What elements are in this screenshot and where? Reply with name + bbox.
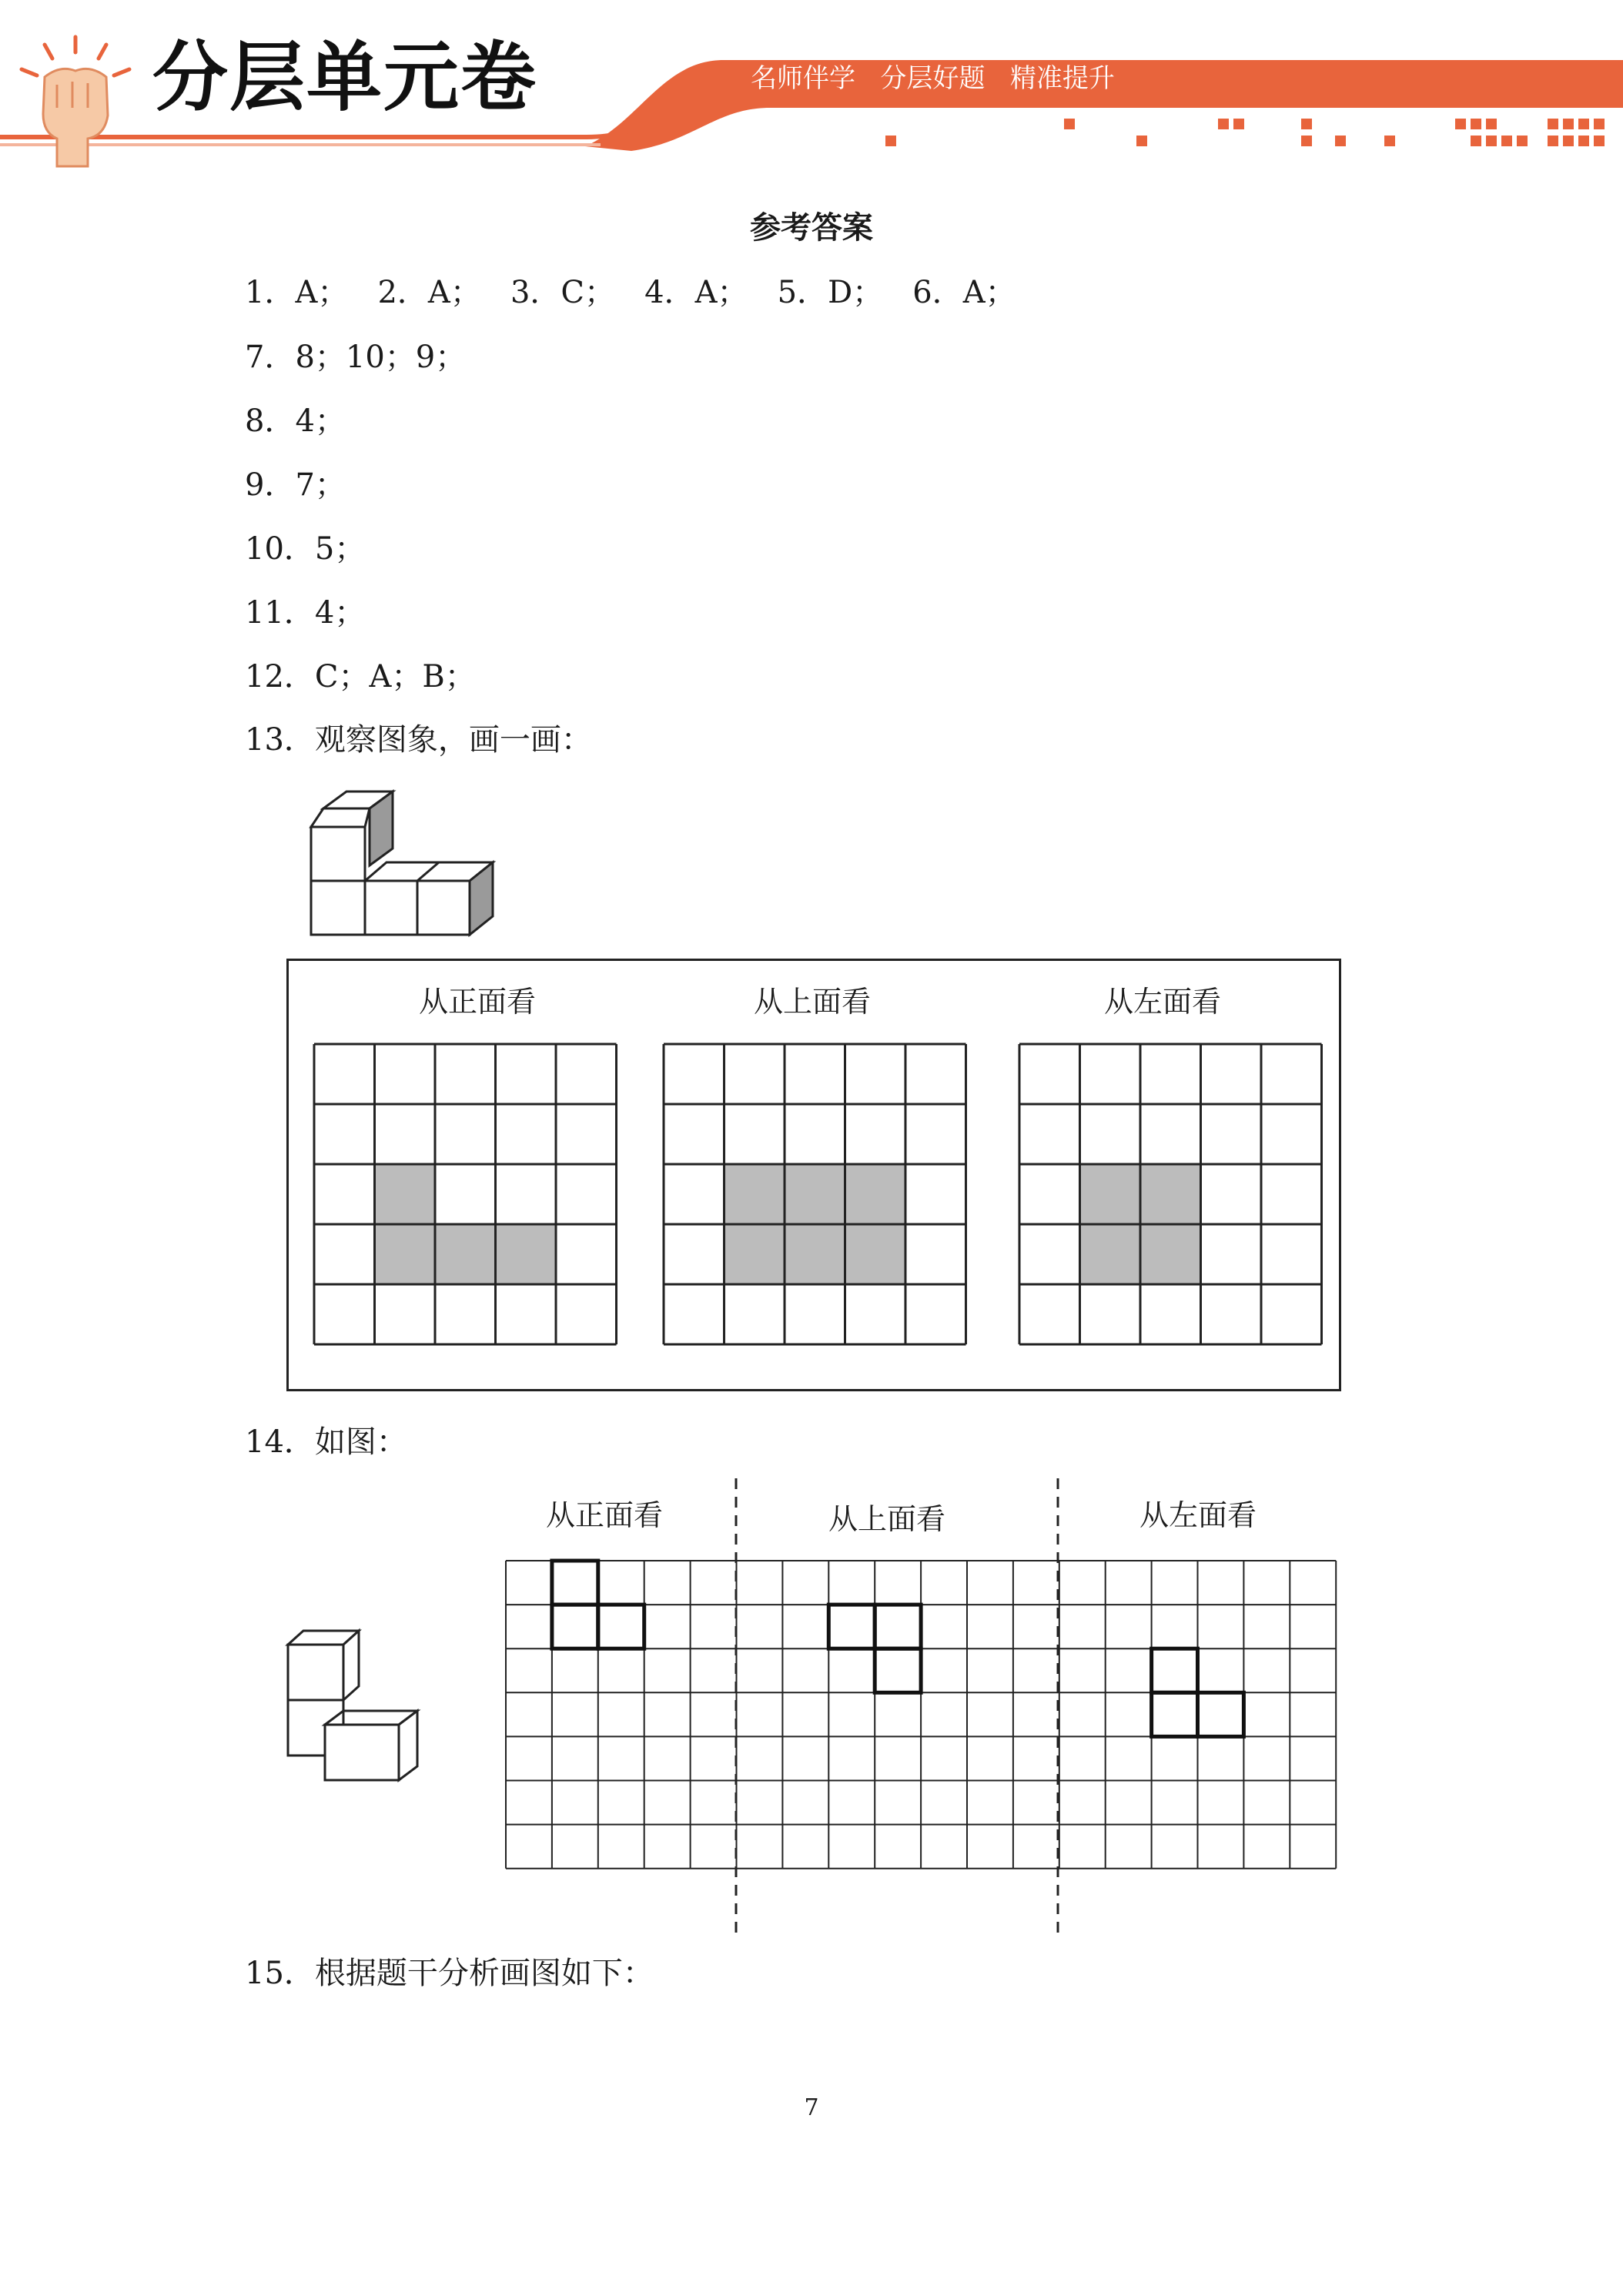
answer-line-2: 7．8；10；9；: [245, 340, 467, 375]
q14-front-answer: [552, 1561, 644, 1648]
q13-left-view-label: 从左面看: [1103, 985, 1221, 1019]
bold-cell: [552, 1561, 598, 1605]
q14-front-view-label: 从正面看: [545, 1498, 663, 1532]
bold-cell: [875, 1605, 921, 1648]
q14-top-answer: [828, 1605, 921, 1692]
header-slogan: 名师伴学 分层好题 精准提升: [751, 63, 1115, 94]
q14-top-view-label: 从上面看: [828, 1502, 945, 1536]
q14-left-view-label: 从左面看: [1139, 1498, 1257, 1532]
answer-line-9: 14．如图：: [245, 1424, 407, 1460]
bold-cell: [875, 1648, 921, 1692]
bold-cell: [828, 1605, 875, 1648]
bold-cell: [552, 1605, 598, 1648]
answer-line-5: 10．5；: [245, 531, 366, 567]
answer-line-3: 8．4；: [245, 403, 346, 439]
answer-line-4: 9．7；: [245, 467, 346, 503]
page-number: 7: [804, 2094, 819, 2121]
bold-cell: [1152, 1692, 1198, 1736]
answer-line-6: 11．4；: [245, 595, 366, 631]
bold-cell: [1152, 1648, 1198, 1692]
answer-line-10: 15．根据题干分析画图如下：: [245, 1956, 654, 1991]
answer-line-1: 1．A； 2．A； 3．C； 4．A； 5．D； 6．A；: [245, 275, 1016, 310]
bold-cell: [1198, 1692, 1244, 1736]
q14-left-answer: [1152, 1648, 1244, 1736]
bold-cell: [598, 1605, 644, 1648]
answer-title: 参考答案: [750, 209, 873, 246]
q13-top-view-label: 从上面看: [753, 985, 871, 1019]
q13-front-view-label: 从正面看: [418, 985, 536, 1019]
answer-line-7: 12．C；A；B；: [245, 659, 476, 694]
answer-line-8: 13．观察图象，画一画：: [245, 722, 592, 758]
brand-title: 分层单元卷: [152, 34, 538, 122]
